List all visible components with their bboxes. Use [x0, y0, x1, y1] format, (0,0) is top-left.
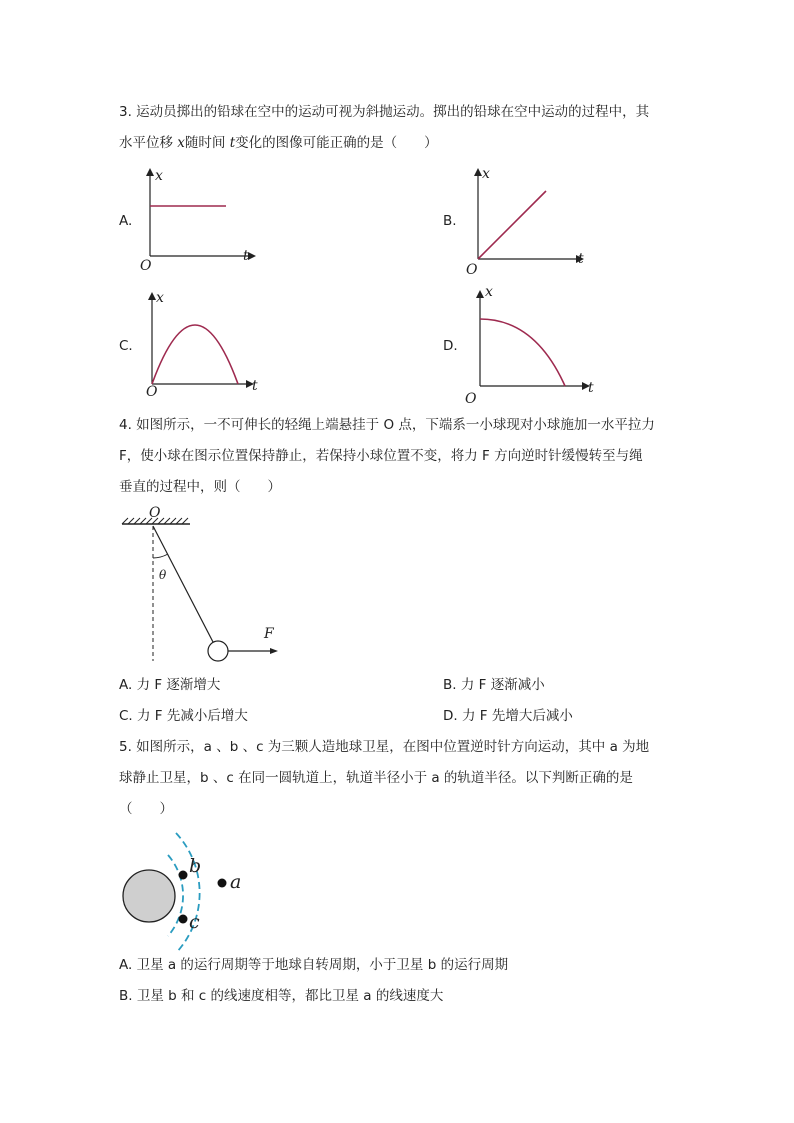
q4-option-b: B. 力 F 逐渐减小: [443, 677, 545, 693]
q3-graph-c-curve: [152, 325, 238, 384]
q3-graph-a-t-arrow: [248, 252, 256, 260]
q4-option-d: D. 力 F 先增大后减小: [443, 708, 573, 724]
q4-option-c: C. 力 F 先减小后增大: [119, 708, 248, 724]
q3-graph-c-t-label: t: [252, 378, 258, 394]
q5-satellite-a: [218, 879, 227, 888]
q4-line-2: F，使小球在图示位置保持静止，若保持小球位置不变，将力 F 方向逆时针缓慢转至与绳: [119, 448, 643, 464]
q4-force-arrowhead: [270, 648, 278, 654]
q4-option-a: A. 力 F 逐渐增大: [119, 677, 221, 693]
q3-graph-a-origin: O: [140, 258, 152, 274]
q3-graph-b-t-label: t: [578, 251, 584, 267]
q3-graph-c-origin: O: [146, 384, 158, 400]
q3-graph-d-x-label: x: [485, 284, 493, 300]
q3-graph-b-curve: [478, 191, 546, 259]
q4-angle-arc: [153, 554, 168, 558]
q3-var-t: t: [229, 135, 236, 151]
q3-graph-a-x-label: x: [155, 168, 163, 184]
q3-option-b-label: B.: [443, 213, 457, 229]
q3-graph-c: [142, 290, 262, 400]
q4-ball: [208, 641, 228, 661]
q5-label-c: c: [189, 911, 200, 933]
q3-line-2-c: 变化的图像可能正确的是（ ）: [235, 135, 438, 151]
q5-label-b: b: [189, 855, 202, 877]
q3-graph-c-x-arrow: [148, 292, 156, 300]
q3-graph-d-curve: [480, 319, 565, 386]
q3-graph-d: [465, 284, 600, 407]
q4-rope: [153, 526, 213, 642]
q3-graph-b-x-arrow: [474, 168, 482, 176]
q5-satellite-c: [179, 915, 188, 924]
q5-satellite-figure: [118, 828, 268, 948]
q3-graph-a: [140, 168, 250, 274]
q4-line-3: 垂直的过程中，则（ ）: [119, 479, 281, 495]
q5-orbit-a: [176, 833, 200, 953]
q4-point-O-label: O: [149, 505, 161, 521]
q3-line-1: 3. 运动员掷出的铅球在空中的运动可视为斜抛运动。掷出的铅球在空中运动的过程中，其: [119, 104, 650, 120]
q5-option-a: A. 卫星 a 的运行周期等于地球自转周期，小于卫星 b 的运行周期: [119, 957, 509, 973]
q3-option-d-label: D.: [443, 338, 458, 354]
q3-option-c-label: C.: [119, 338, 133, 354]
q5-line-3: （ ）: [119, 801, 173, 817]
q5-option-b: B. 卫星 b 和 c 的线速度相等，都比卫星 a 的线速度大: [119, 988, 444, 1004]
q3-graph-c-x-label: x: [156, 290, 164, 306]
q3-graph-b-origin: O: [466, 262, 478, 278]
q3-graph-b-x-label: x: [482, 166, 490, 182]
q5-earth: [123, 870, 175, 922]
q4-line-1: 4. 如图所示，一不可伸长的轻绳上端悬挂于 O 点，下端系一小球现对小球施加一水平拉力: [119, 417, 655, 433]
q3-graph-d-t-label: t: [588, 380, 594, 396]
q3-var-x: x: [177, 135, 185, 151]
q3-option-a-label: A.: [119, 213, 133, 229]
q3-line-2-b: 随时间: [184, 135, 230, 151]
q3-graph-a-t-label: t: [243, 248, 249, 264]
q3-graph-a-x-arrow: [146, 168, 154, 176]
q5-line-1: 5. 如图所示，a 、b 、c 为三颗人造地球卫星，在图中位置逆时针方向运动，其中 a 为地: [119, 739, 650, 755]
q4-pendulum-figure: [118, 505, 288, 665]
q5-label-a: a: [230, 871, 242, 893]
q3-line-2: [119, 133, 438, 153]
q5-line-2: 球静止卫星，b 、c 在同一圆轨道上，轨道半径小于 a 的轨道半径。以下判断正确的是: [119, 770, 633, 786]
q3-graph-d-x-arrow: [476, 290, 484, 298]
q4-force-label: F: [264, 626, 274, 642]
q3-line-2-a: 水平位移: [119, 135, 178, 151]
q5-satellite-b: [179, 871, 188, 880]
q3-graph-d-origin: O: [465, 391, 477, 407]
q4-theta-label: θ: [159, 568, 167, 582]
q3-graph-b: [466, 166, 590, 278]
